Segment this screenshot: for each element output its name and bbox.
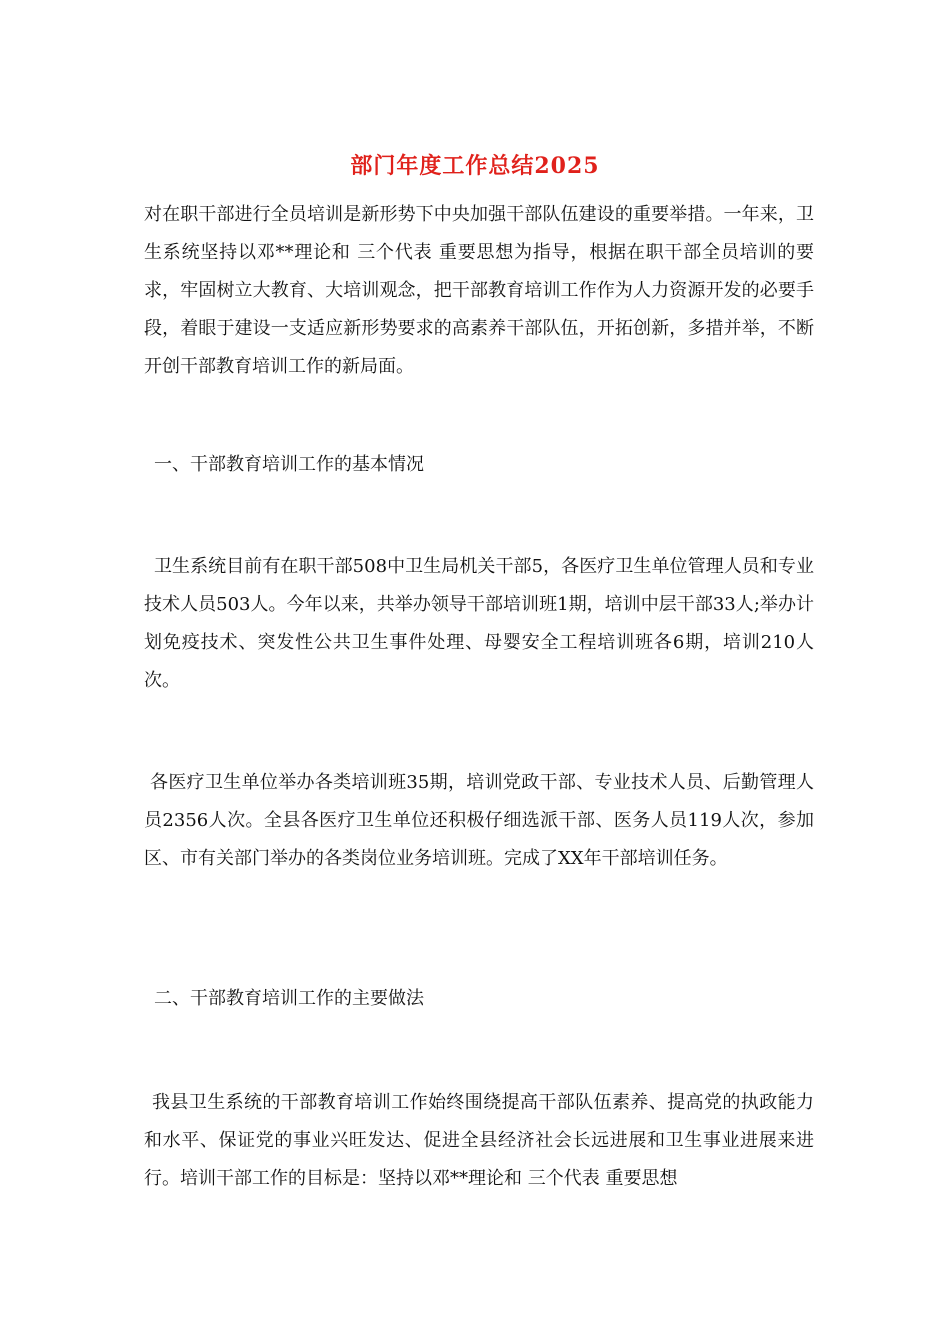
document-title: 部门年度工作总结2025 [350,153,600,179]
section-heading-basic-situation: 一、干部教育培训工作的基本情况 [154,454,424,475]
section1-paragraph-1: 卫生系统目前有在职干部508中卫生局机关干部5，各医疗卫生单位管理人员和专业技术人员503人。今年以来，共举办领导干部培训班1期，培训中层干部33人;举办计划免疫技术、突发性公共卫生事件处理、母婴安全工程培训班各6期，培训210人次。 [144,556,814,691]
section2-paragraph-1: 我县卫生系统的干部教育培训工作始终围绕提高干部队伍素养、提高党的执政能力和水平、保证党的事业兴旺发达、促进全县经济社会长远进展和卫生事业进展来进行。培训干部工作的目标是：坚持以邓**理论和 三个代表 重要思想 [144,1092,814,1189]
intro-paragraph: 对在职干部进行全员培训是新形势下中央加强干部队伍建设的重要举措。一年来，卫生系统坚持以邓**理论和 三个代表 重要思想为指导，根据在职干部全员培训的要求，牢固树立大教育、大培训观念，把干部教育培训工作作为人力资源开发的必要手段，着眼于建设一支适应新形势要求的高素养干部队伍，开拓创新，多措并举，不断开创干部教育培训工作的新局面。 [144,204,814,377]
section-heading-main-practices: 二、干部教育培训工作的主要做法 [154,988,424,1009]
section1-paragraph-2: 各医疗卫生单位举办各类培训班35期，培训党政干部、专业技术人员、后勤管理人员2356人次。全县各医疗卫生单位还积极仔细选派干部、医务人员119人次，参加区、市有关部门举办的各类岗位业务培训班。完成了XX年干部培训任务。 [144,772,814,869]
